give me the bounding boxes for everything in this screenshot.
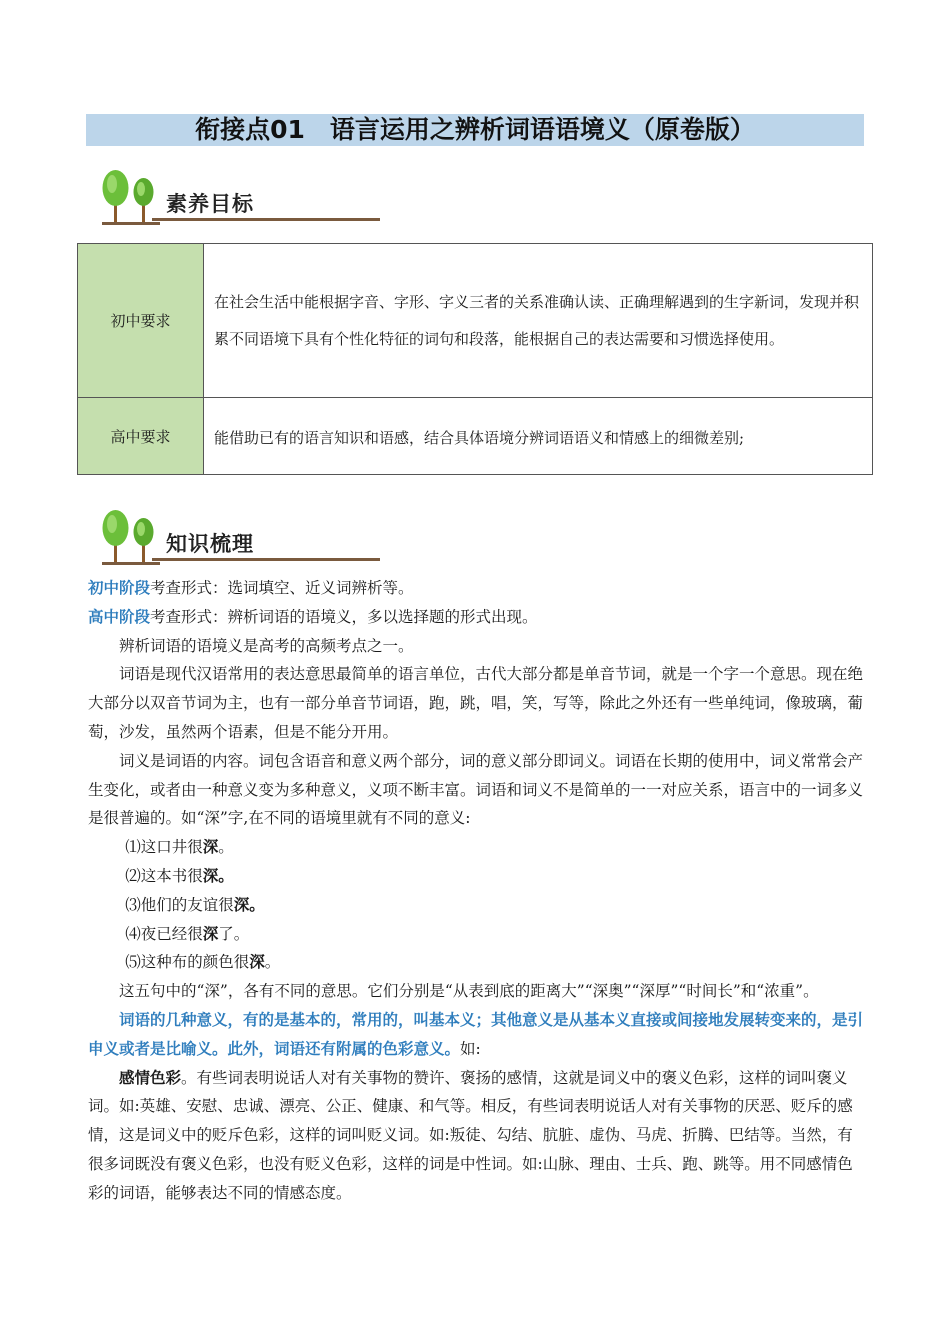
- stage-label: 初中阶段: [88, 578, 151, 597]
- requirement-label: 初中要求: [78, 244, 204, 398]
- term: 感情色彩: [119, 1067, 182, 1087]
- knowledge-body: [88, 574, 864, 1208]
- junior-stage-line: [88, 574, 864, 603]
- requirement-label: 高中要求: [78, 398, 204, 475]
- list-item: [88, 862, 864, 891]
- table-row: [78, 398, 873, 475]
- example-word: 深: [202, 923, 219, 943]
- section-divider: [152, 558, 380, 561]
- highlight-text: 词语的几种意义，有的是基本的，常用的，叫基本义；其他意义是从基本义直接或间接地发展转变来的，是引申义或者是比喻义。此外，词语还有附属的色彩意义。: [88, 1009, 864, 1058]
- paragraph-tail: 如:: [460, 1039, 481, 1058]
- example-text: ⑵这本书很: [125, 866, 203, 885]
- example-word: 深: [249, 952, 265, 972]
- example-text: ⑷夜已经很: [125, 924, 203, 943]
- paragraph: [88, 1006, 864, 1064]
- example-word: 深: [202, 837, 219, 857]
- example-text: 。: [264, 953, 281, 972]
- example-text: 了。: [218, 924, 250, 943]
- paragraph: 词语是现代汉语常用的表达意思最简单的语言单位，古代大部分都是单音节词，就是一个字一个意思。现在绝大部分以双音节词为主，也有一部分单音节词语，跑，跳，唱，笑，写等，除此之外还有一些单纯词，像玻璃，葡萄，沙发，虽然两个语素，但是不能分开用。: [88, 665, 864, 741]
- table-row: [78, 244, 873, 398]
- list-item: [88, 948, 864, 977]
- example-text: ⑶他们的友谊很: [125, 895, 234, 914]
- example-word: 深。: [202, 865, 234, 885]
- list-item: [88, 833, 864, 862]
- stage-label: 高中阶段: [88, 606, 151, 626]
- paragraph: [88, 1064, 864, 1208]
- paragraph: 辨析词语的语境义是高考的高频考点之一。: [119, 636, 414, 655]
- example-text: ⑸这种布的颜色很: [125, 953, 250, 972]
- page-title: 衔接点01 语言运用之辨析词语语境义（原卷版）: [86, 114, 864, 146]
- list-item: [88, 891, 864, 920]
- requirement-text: 在社会生活中能根据字音、字形、字义三者的关系准确认读、正确理解遇到的生字新词，发现并积累不同语境下具有个性化特征的词句和段落，能根据自己的表达需要和习惯选择使用。: [204, 244, 873, 398]
- list-item: [88, 920, 864, 949]
- section-divider: [152, 218, 380, 221]
- example-word: 深。: [233, 894, 265, 914]
- section-header-knowledge: [96, 508, 306, 568]
- paragraph: 这五句中的“深”，各有不同的意思。它们分别是“从表到底的距离大”“深奥”“深厚”“时间长”和“浓重”。: [119, 982, 819, 1001]
- senior-stage-line: [88, 603, 864, 632]
- term-text: 。有些词表明说话人对有关事物的赞许、褒扬的感情，这就是词义中的褒义色彩，这样的词叫褒义词。如:英雄、安慰、忠诚、漂亮、公正、健康、和气等。相反，有些词表明说话人对有关事物的厌恶、贬斥的感情，这是词义中的贬斥色彩，这样的词叫贬义词。如:叛徒、勾结、肮脏、虚伪、马虎、折腾、巴结等。当然，有很多词既没有褒义色彩，也没有贬义色彩，这样的词是中性词。如:山脉、理由、士兵、跑、跳等。用不同感情色彩的词语，能够表达不同的情感态度。: [88, 1068, 853, 1202]
- stage-text: 考查形式：辨析词语的语境义，多以选择题的形式出现。: [150, 607, 538, 626]
- example-text: ⑴这口井很: [125, 838, 203, 857]
- paragraph: 词义是词语的内容。词包含语音和意义两个部分，词的意义部分即词义。词语在长期的使用中，词义常常会产生变化，或者由一种意义变为多种意义，义项不断丰富。词语和词义不是简单的一一对应关系，语言中的一词多义是很普遍的。如“深”字,在不同的语境里就有不同的意义:: [88, 751, 864, 828]
- section-header-goals: [96, 168, 306, 228]
- requirement-text: 能借助已有的语言知识和语感，结合具体语境分辨词语语义和情感上的细微差别;: [204, 398, 873, 475]
- stage-text: 考查形式：选词填空、近义词辨析等。: [150, 579, 414, 597]
- requirements-table: [77, 243, 873, 475]
- section-title-knowledge: 知识梳理: [166, 532, 254, 556]
- example-text: 。: [218, 838, 234, 857]
- section-title-goals: 素养目标: [166, 192, 254, 216]
